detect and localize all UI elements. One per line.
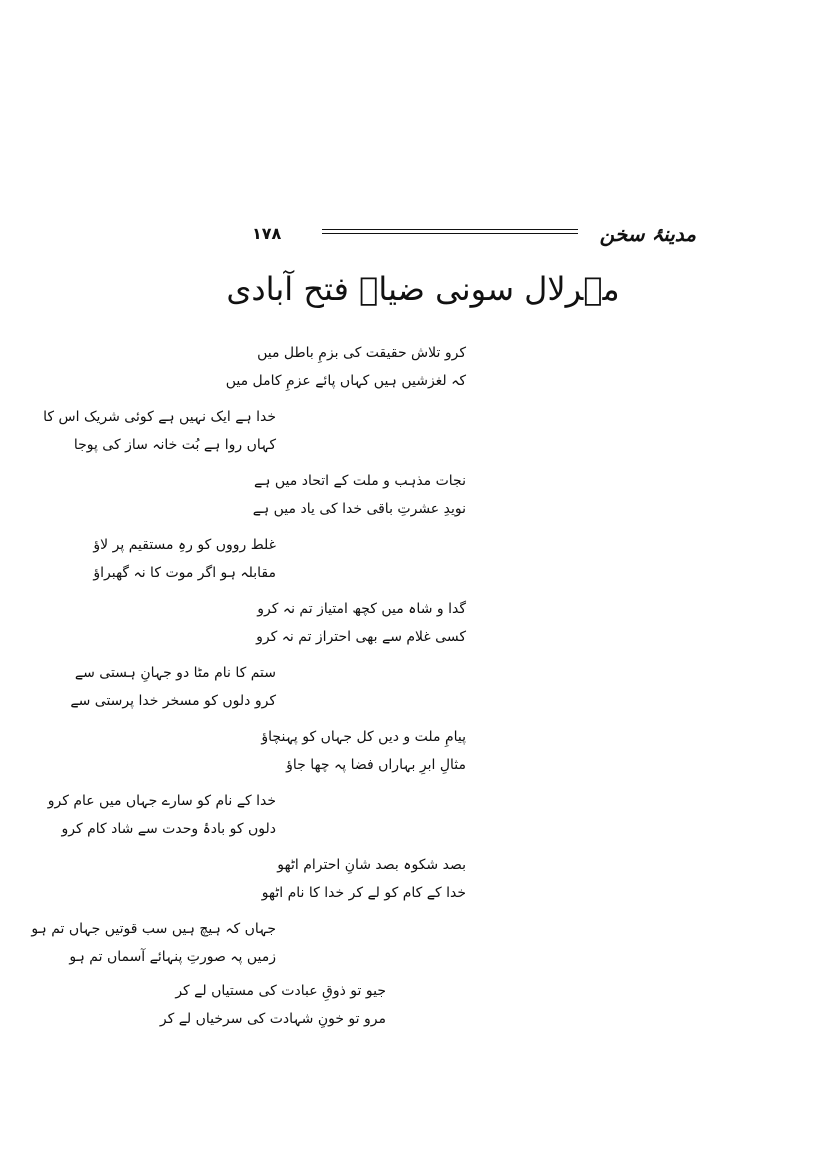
verse-line: دلوں کو بادۂ وحدت سے شاد کام کرو — [61, 821, 276, 837]
verse-line: خدا ہے ایک نہیں ہے کوئی شریک اس کا — [43, 409, 276, 425]
page-number: ۱۷۸ — [252, 224, 282, 243]
header-rule — [322, 229, 578, 230]
verse-line: مثالِ ابرِ بہاراں فضا پہ چھا جاؤ — [286, 757, 466, 773]
verse-line: کہ لغزشیں ہیں کہاں پائے عزمِ کامل میں — [225, 373, 466, 389]
verse-line: پیامِ ملت و دیں کل جہاں کو پہنچاؤ — [261, 729, 466, 745]
verse-line: مقابلہ ہو اگر موت کا نہ گھبراؤ — [93, 565, 276, 581]
header-rule — [322, 233, 578, 234]
verse-line: بصد شکوہ بصد شانِ احترام اٹھو — [277, 857, 466, 873]
verse-line: زمیں پہ صورتِ پنہائے آسماں تم ہو — [69, 949, 276, 965]
verse-line: نویدِ عشرتِ باقی خدا کی یاد میں ہے — [252, 501, 466, 517]
verse-line: نجات مذہب و ملت کے اتحاد میں ہے — [254, 473, 466, 489]
verse-line: غلط رووں کو رہِ مستقیم پر لاؤ — [93, 537, 276, 553]
verse-line: خدا کے نام کو سارے جہاں میں عام کرو — [47, 793, 276, 809]
verse-line: کہاں روا ہے بُت خانہ ساز کی پوجا — [73, 437, 276, 453]
verse-line: مرو تو خونِ شہادت کی سرخیاں لے کر — [159, 1011, 386, 1027]
verse-line: جیو تو ذوقِ عبادت کی مستیاں لے کر — [175, 983, 386, 999]
running-header-book-title: مدینۂ سخن — [599, 222, 696, 246]
verse-line: جہاں کہ ہیچ ہیں سب قوتیں جہاں تم ہو — [31, 921, 276, 937]
verse-line: ستم کا نام مٹا دو جہانِ ہستی سے — [74, 665, 276, 681]
verse-line: گدا و شاہ میں کچھ امتیاز تم نہ کرو — [257, 601, 466, 617]
verse-line: کرو دلوں کو مسخر خدا پرستی سے — [70, 693, 276, 709]
verse-line: کرو تلاش حقیقت کی بزمِ باطل میں — [257, 345, 466, 361]
poet-title: مہرلال سونی ضیاؔ فتح آبادی — [226, 270, 620, 308]
verse-line: خدا کے کام کو لے کر خدا کا نام اٹھو — [261, 885, 466, 901]
verse-line: کسی غلام سے بھی احتراز تم نہ کرو — [256, 629, 466, 645]
